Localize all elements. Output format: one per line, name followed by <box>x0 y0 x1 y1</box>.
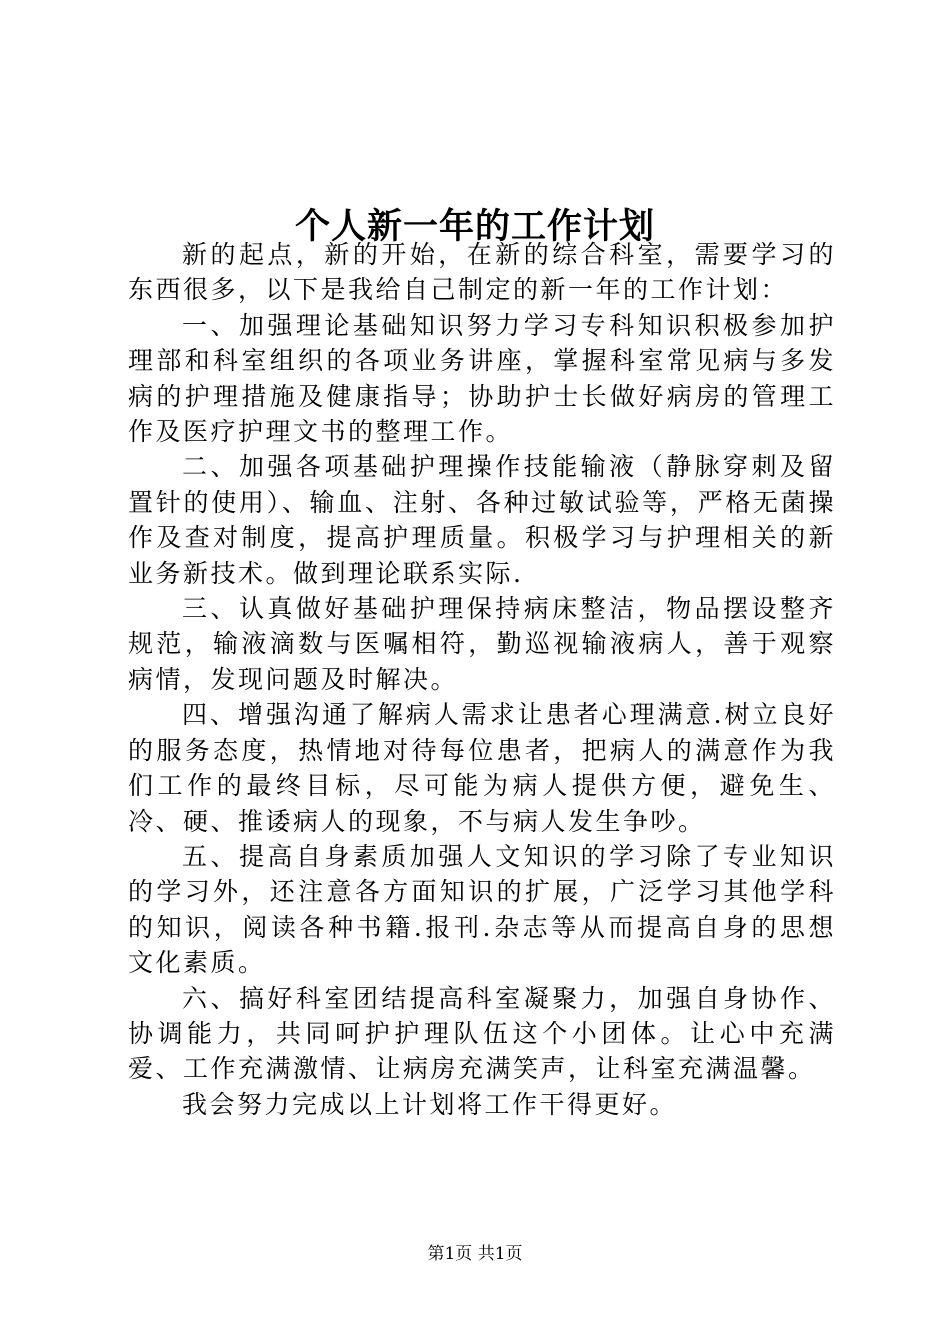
paragraph-item-4: 四、增强沟通了解病人需求让患者心理满意.树立良好的服务态度，热情地对待每位患者，把病人的满意作为我们工作的最终目标，尽可能为病人提供方便，避免生、冷、硬、推诿病人的现象，不与病人发生争吵。 <box>128 700 836 836</box>
paragraph-item-3: 三、认真做好基础护理保持病床整洁，物品摆设整齐规范，输液滴数与医嘱相符，勤巡视输液病人，善于观察病情，发现问题及时解决。 <box>128 594 836 694</box>
document-body <box>128 237 836 1122</box>
paragraph-item-1: 一、加强理论基础知识努力学习专科知识积极参加护理部和科室组织的各项业务讲座，掌握科室常见病与多发病的护理措施及健康指导；协助护士长做好病房的管理工作及医疗护理文书的整理工作。 <box>128 310 836 447</box>
page-number-footer: 第1页 共1页 <box>427 1244 523 1264</box>
paragraph-item-5: 五、提高自身素质加强人文知识的学习除了专业知识的学习外，还注意各方面知识的扩展，广泛学习其他学科的知识，阅读各种书籍.报刊.杂志等从而提高自身的思想文化素质。 <box>128 841 836 978</box>
document-title: 个人新一年的工作计划 <box>294 206 655 248</box>
paragraph-intro: 新的起点，新的开始，在新的综合科室，需要学习的东西很多，以下是我给自己制定的新一年的工作计划： <box>128 240 836 305</box>
paragraph-item-6: 六、搞好科室团结提高科室凝聚力，加强自身协作、协调能力，共同呵护护理队伍这个小团体。让心中充满爱、工作充满激情、让病房充满笑声，让科室充满温馨。 <box>128 983 836 1084</box>
paragraph-closing: 我会努力完成以上计划将工作干得更好。 <box>182 1089 678 1119</box>
paragraph-item-2: 二、加强各项基础护理操作技能输液（静脉穿刺及留置针的使用）、输血、注射、各种过敏试验等，严格无菌操作及查对制度，提高护理质量。积极学习与护理相关的新业务新技术。做到理论联系实际. <box>128 452 836 588</box>
